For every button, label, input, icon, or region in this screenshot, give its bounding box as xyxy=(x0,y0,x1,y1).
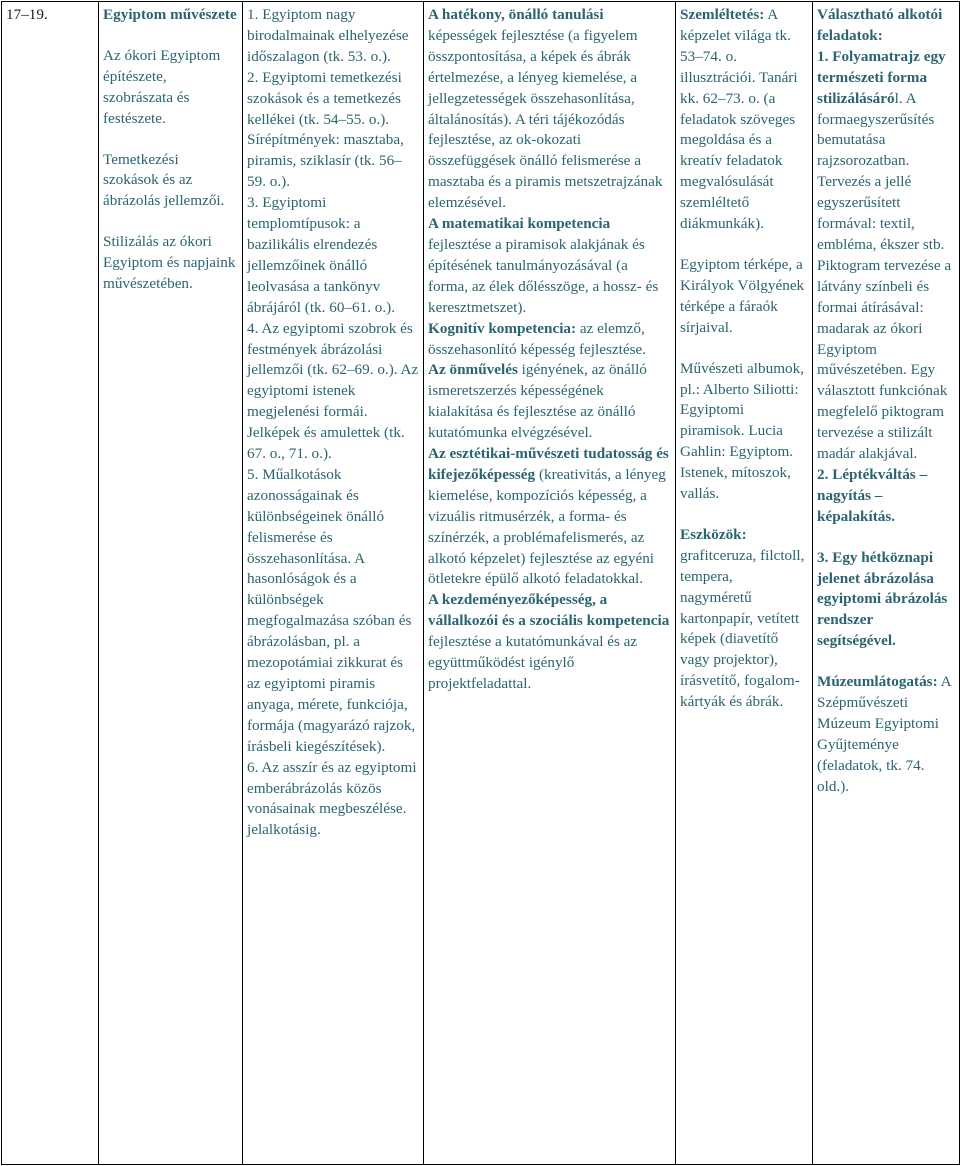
illustration-block xyxy=(680,5,808,235)
museum-block xyxy=(817,672,955,797)
content-cell xyxy=(243,2,424,1165)
content-item: 6. Az asszír és az egyiptomi emberábrázolás közös vonásainak megbeszélése. jelalkotásig. xyxy=(247,758,417,839)
task-item: 3. Egy hétköznapi jelenet ábrázolása egyiptomi ábrázolás rendszer segítségével. xyxy=(817,548,948,650)
competences-cell xyxy=(424,2,676,1165)
topic-cell xyxy=(99,2,243,1165)
competence-label: Az esztétikai-művészeti tudatosság és kifejezőképesség xyxy=(428,445,669,483)
competence-text: (kreativitás, a lényeg kiemelése, kompozíciós képesség, a vizuális ritmusérzék, a forma- és színérzék, a problémafelismerés, az alkotó képzelet) fejlesztése az egyéni ötletekre épülő alkotó feladatokkal. xyxy=(428,465,666,588)
tools-block xyxy=(680,525,808,713)
task-label: 1. Folyamatrajz egy természeti forma stilizálásáró xyxy=(817,47,946,107)
curriculum-table xyxy=(1,1,960,1165)
topic-item: Stilizálás az ókori Egyiptom és napjaink művészetében. xyxy=(103,233,236,293)
hours-label: 17–19. xyxy=(6,6,48,23)
task-item: 2. Léptékváltás – nagyítás – képalakítás. xyxy=(817,465,928,525)
topic-item: Temetkezési szokások és az ábrázolás jellemzői. xyxy=(103,150,225,210)
competence-label: A matematikai kompetencia xyxy=(428,215,611,233)
competence-item xyxy=(428,360,671,444)
tools-text: grafitceruza, filctoll, tempera, nagyméretű kartonpapír, vetített képek (diavetítő vagy projektor), írásvetítő, fogalom-kártyák és ábrák. xyxy=(680,546,805,711)
task-text: l. A formaegyszerűsítés bemutatása rajzsorozatban. Tervezés a jellé egyszerűsített formával: textil, embléma, ékszer stb. Piktogram tervezése a látvány színbeli és formai átírásával: madarak az ókori Egyiptom művészetében. Egy választott funkciónak megfelelő piktogram tervezése a stilizált madár alakjával. xyxy=(817,89,952,463)
competence-text: az elemző, összehasonlító képesség fejlesztése. xyxy=(428,319,647,358)
hours-cell xyxy=(2,2,99,1165)
illustration-text: A képzelet világa tk. 53–74. o. illusztrációi. Tanári kk. 62–73. o. (a feladatok szöveges megoldása és a kreatív feladatok megvalósulását szemléltető diákmunkák). xyxy=(680,6,798,233)
competence-label: Kognitív kompetencia: xyxy=(428,319,577,337)
albums-text: Művészeti albumok, pl.: Alberto Siliotti: Egyiptomi piramisok. Lucia Gahlin: Egyiptom. Istenek, mítoszok, vallás. xyxy=(680,359,805,503)
competence-item xyxy=(428,319,671,361)
tools-label: Eszközök: xyxy=(680,525,747,543)
illustration-label: Szemléltetés: xyxy=(680,6,765,23)
task-item xyxy=(817,47,955,465)
maps-text: Egyiptom térképe, a Királyok Völgyének térképe a fáraók sírjaival. xyxy=(680,255,805,336)
competence-label: A kezdeményezőképesség, a vállalkozói és a szociális kompetencia xyxy=(428,591,670,630)
competence-text: fejlesztése a kutatómunkával és az együttműködést igénylő projektfeladattal. xyxy=(428,633,638,692)
content-item: 1. Egyiptom nagy birodalmainak elhelyezése időszalagon (tk. 53. o.). xyxy=(247,6,409,65)
topic-title: Egyiptom művészete xyxy=(103,6,237,23)
competence-item xyxy=(428,444,671,590)
museum-text: A Szépművészeti Múzeum Egyiptomi Gyűjteménye (feladatok, tk. 74. old.). xyxy=(817,673,951,795)
competence-text: fejlesztése a piramisok alakjának és építésének tanulmányozásával (a forma, az élek dőlésszöge, a hossz- és keresztmetszet). xyxy=(428,235,659,316)
content-item: 3. Egyiptomi templomtípusok: a bazilikális elrendezés jellemzőinek önálló leolvasása a tankönyv ábrájáról (tk. 60–61. o.). xyxy=(247,194,396,316)
museum-label: Múzeumlátogatás: xyxy=(817,673,938,691)
competence-text: igényének, az önálló ismeretszerzés képességének kialakítása és fejlesztése az önálló kutatómunka elvégzésével. xyxy=(428,361,647,442)
content-item: 4. Az egyiptomi szobrok és festmények ábrázolási jellemzői (tk. 62–69. o.). Az egyiptomi istenek megjelenési formái. Jelképek és amulettek (tk. 67. o., 71. o.). xyxy=(247,319,419,463)
competence-label: Az önművelés xyxy=(428,361,518,379)
tasks-cell xyxy=(813,2,960,1165)
topic-item: Az ókori Egyiptom építészete, szobrászata és festészete. xyxy=(103,46,221,127)
content-item: 2. Egyiptomi temetkezési szokások és a temetkezés kellékei (tk. 54–55. o.). Sírépítmények: masztaba, piramis, sziklasír (tk. 56–59. o.). xyxy=(247,68,404,191)
competence-text: képességek fejlesztése (a figyelem összpontosítása, a képek és ábrák értelmezése, a lényeg kiemelése, a jellegzetességek összehasonlítása, általánosítás). A téri tájékozódás fejlesztése, az ok-okozati összefüggések önálló felismerése a masztaba és a piramis metszetrajzának elemzésével. xyxy=(428,26,663,212)
competence-label: A hatékony, önálló tanulási xyxy=(428,6,604,23)
content-item: 5. Műalkotások azonosságainak és különbségeinek önálló felismerése és összehasonlítása. A hasonlóságok és a különbségek megfogalmazása szóban és ábrázolásban, pl. a mezopotámiai zikkurat és az egyiptomi piramis anyaga, mérete, funkciója, formája (magyarázó rajzok, írásbeli kiegészítések). xyxy=(247,465,416,755)
competence-item xyxy=(428,214,671,319)
competence-item xyxy=(428,5,671,214)
tasks-header: Választható alkotói feladatok: xyxy=(817,6,943,44)
competence-item xyxy=(428,590,671,695)
table-row xyxy=(2,2,960,1165)
materials-cell xyxy=(676,2,813,1165)
